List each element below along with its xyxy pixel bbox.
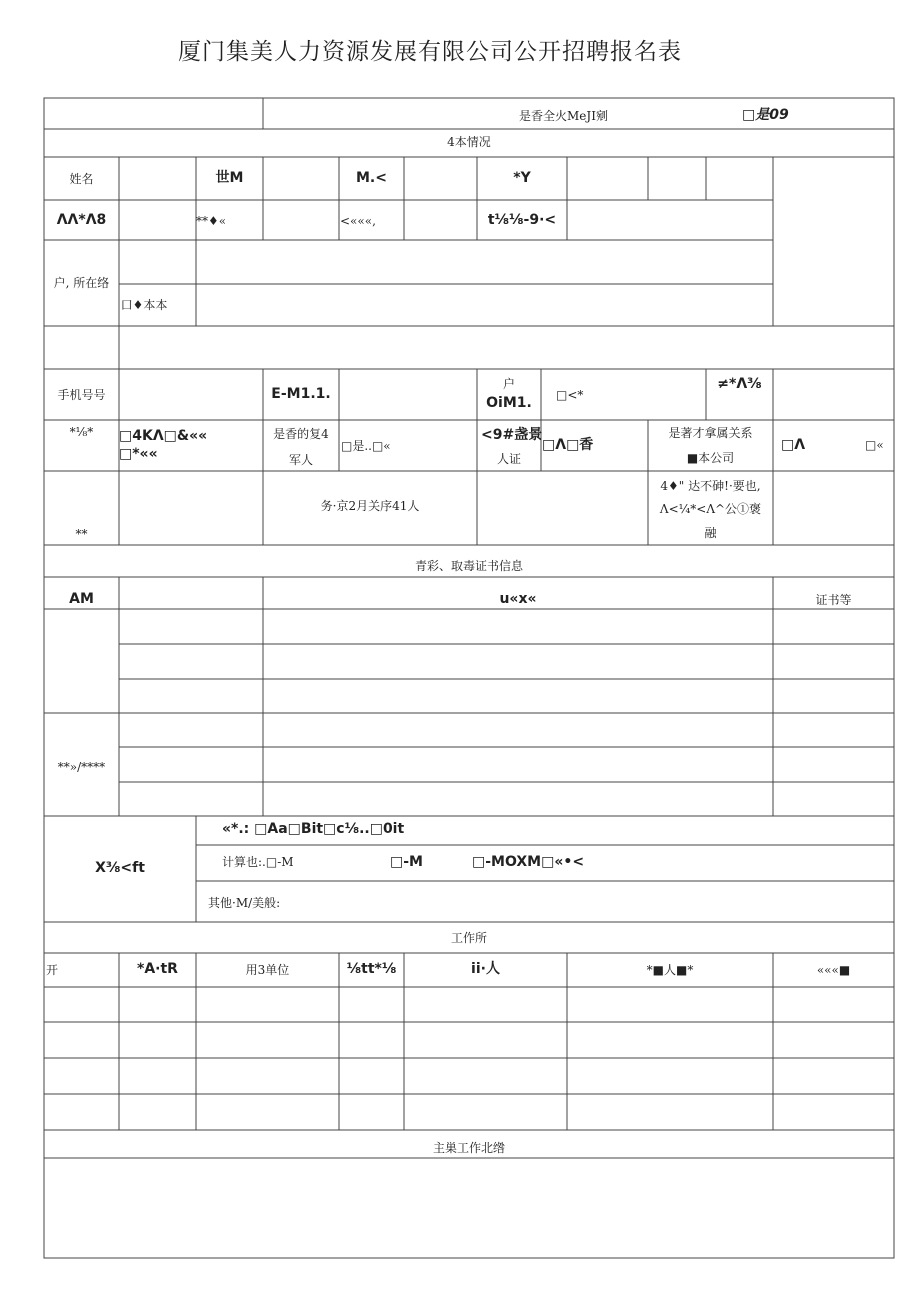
- name-label: 姓名: [69, 172, 94, 186]
- work-header-reference: ii·人: [471, 961, 500, 977]
- adjust-label-2: Λ<¼*<Λ^公①褒: [659, 502, 762, 516]
- contact-label-top: 户: [502, 377, 515, 391]
- relative-no-checkbox[interactable]: □«: [865, 438, 884, 452]
- edu-header-school: u«x«: [499, 591, 537, 607]
- adjust-label-3: 融: [704, 526, 717, 540]
- section-education: 青彩、取毒证书信息: [414, 559, 523, 573]
- page-title: 厦门集美人力资源发展有限公司公开招聘报名表: [178, 39, 682, 65]
- skills-label: X⅜<ft: [95, 860, 145, 876]
- relative-yes-checkbox[interactable]: □Λ: [781, 437, 806, 453]
- relative-label-top: 是著才拿属关系: [668, 426, 753, 440]
- work-header-position: ⅛tt*⅛: [346, 961, 397, 977]
- contact-label-bottom: OiM1.: [486, 395, 532, 411]
- height-label: ≠*Λ⅜: [717, 376, 762, 392]
- education-option-2[interactable]: □*««: [119, 446, 158, 462]
- language-skill-line: «*.: □Aa□Bit□c⅛..□0it: [222, 821, 405, 837]
- certificate-checkbox[interactable]: □Λ□香: [542, 437, 594, 453]
- certificate-label-top: <9#盏景: [481, 427, 543, 443]
- work-header-employer: 用3单位: [245, 963, 290, 977]
- edu-group-label: **»/****: [57, 760, 106, 774]
- id-number-label: t⅛⅛-9·<: [487, 212, 557, 228]
- education-option-1[interactable]: □4KΛ□&««: [119, 428, 208, 444]
- edu-header-certificate: 证书等: [815, 593, 852, 607]
- hukou-label: 户, 所在络: [53, 276, 110, 290]
- ethnic-label: *Y: [513, 170, 531, 186]
- hukou-sub-label: 口♦本本: [120, 298, 168, 312]
- section-work: 工作所: [450, 931, 487, 945]
- health-label: **♦«: [196, 214, 227, 228]
- relative-label-bottom: ■本公司: [686, 451, 735, 465]
- computer-skill-label: 计算也:.□-M: [222, 855, 294, 869]
- email-label: E-M1.1.: [271, 386, 331, 402]
- politics-label: ΛΛ*Λ8: [56, 212, 107, 228]
- gender-label: 世M: [215, 170, 244, 186]
- work-header-contact: *■人■*: [646, 963, 694, 977]
- adjust-label-1: 4♦" 达不砷!·要也,: [660, 479, 761, 493]
- work-header-reason: «««■: [816, 963, 851, 977]
- phone-label: 手机号号: [57, 388, 106, 402]
- education-label: *⅛*: [69, 425, 94, 439]
- header-checkbox[interactable]: □是09: [742, 107, 789, 123]
- contact-value: □<*: [556, 388, 584, 402]
- veteran-checkbox[interactable]: □是..□«: [341, 439, 391, 453]
- other-skills-label: 其他·M/美般:: [208, 896, 281, 910]
- birth-label: M.<: [356, 170, 387, 186]
- work-header-end: *A·tR: [137, 961, 178, 977]
- edu-header-period: AM: [69, 591, 94, 607]
- certificate-label-bottom: 人证: [496, 452, 521, 466]
- work-header-start: 开: [46, 963, 59, 977]
- position-label: **: [75, 527, 88, 541]
- veteran-label-bottom: 军人: [288, 453, 313, 467]
- section-performance: 主巣工作北绺: [432, 1141, 505, 1155]
- header-note: 是香全火MeJI剜: [519, 109, 608, 123]
- marital-label: <«««,: [340, 214, 376, 228]
- computer-skill-option-2[interactable]: □-M: [390, 854, 423, 870]
- section-basic-info: 4本情况: [447, 135, 491, 149]
- veteran-label-top: 是香的复4: [273, 427, 329, 441]
- position-code-label: 务·京2月关序41人: [320, 499, 420, 513]
- computer-skill-option-3[interactable]: □-MOXM□«•<: [472, 854, 585, 870]
